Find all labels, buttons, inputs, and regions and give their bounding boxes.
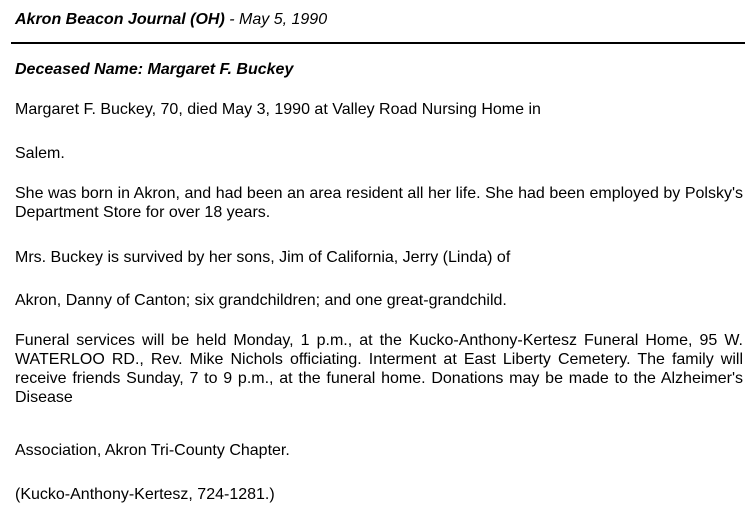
deceased-name-heading: Deceased Name: Margaret F. Buckey [15, 61, 294, 78]
header-rule [11, 42, 745, 44]
obituary-paragraph: Akron, Danny of Canton; six grandchildren; and one great-grandchild. [15, 292, 507, 309]
obituary-paragraph: Association, Akron Tri-County Chapter. [15, 442, 290, 459]
obituary-paragraph: Salem. [15, 145, 65, 162]
publication-name: Akron Beacon Journal (OH) [15, 11, 225, 28]
obituary-paragraph: Margaret F. Buckey, 70, died May 3, 1990 at Valley Road Nursing Home in [15, 101, 541, 118]
obituary-paragraph: (Kucko-Anthony-Kertesz, 724-1281.) [15, 486, 275, 503]
masthead-separator: - [224, 11, 240, 28]
obituary-paragraph: Mrs. Buckey is survived by her sons, Jim of California, Jerry (Linda) of [15, 249, 511, 266]
masthead [15, 9, 327, 31]
obituary-paragraph: Funeral services will be held Monday, 1 p.m., at the Kucko-Anthony-Kertesz Funeral Home, 95 W. WATERLOO RD., Rev. Mike Nichols officiating. Interment at East Liberty Cemetery. The family will receive friends Sunday, 7 to 9 p.m., at the funeral home. Donations may be made to the Alzheimer's Disease [15, 332, 743, 406]
publication-date: May 5, 1990 [239, 11, 328, 28]
obituary-paragraph: She was born in Akron, and had been an area resident all her life. She had been employed by Polsky's Department Store for over 18 years. [15, 185, 743, 221]
